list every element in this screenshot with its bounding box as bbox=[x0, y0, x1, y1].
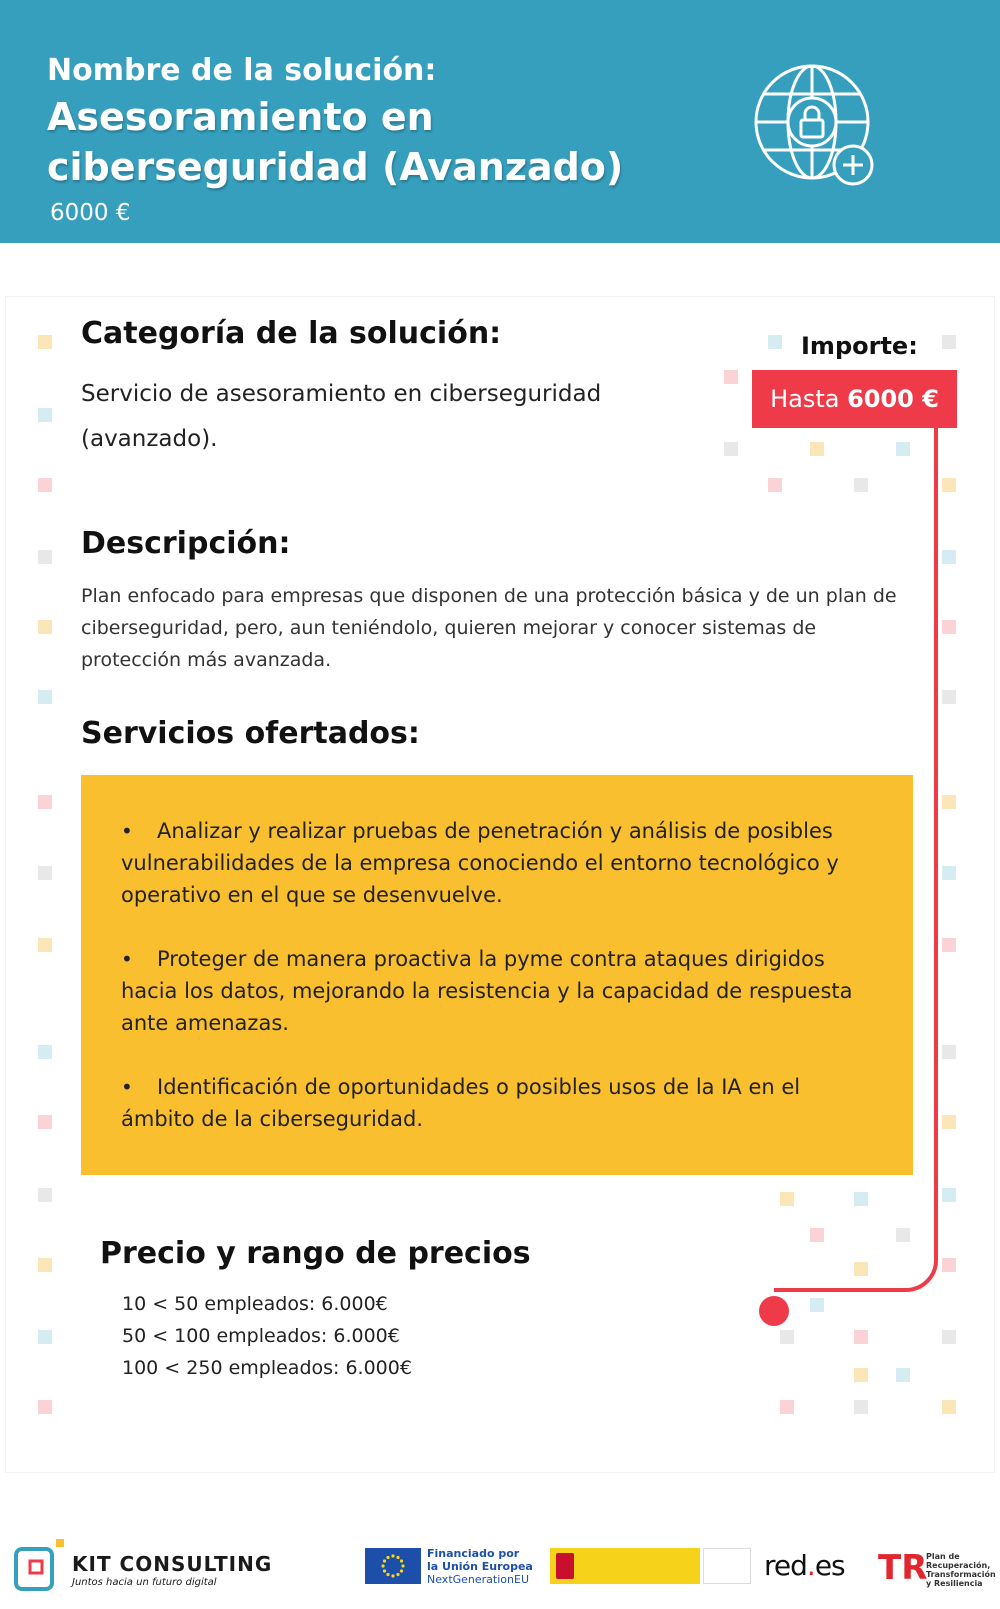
gobierno-espana-logo bbox=[550, 1548, 700, 1584]
importe-badge bbox=[752, 370, 957, 428]
service-item: • Identificación de oportunidades o posibles usos de la IA en el ámbito de la ciberseguridad. bbox=[121, 1075, 801, 1131]
prtr-logo-mark: TR bbox=[878, 1548, 928, 1588]
services-box bbox=[81, 775, 913, 1175]
red-es-logo: red.es bbox=[764, 1549, 845, 1582]
timeline-end-dot bbox=[759, 1296, 789, 1326]
decorative-square bbox=[38, 478, 52, 492]
decorative-square bbox=[38, 620, 52, 634]
solution-price: 6000 € bbox=[50, 200, 131, 226]
eu-flag-icon bbox=[365, 1548, 421, 1584]
price-row: 100 < 250 empleados: 6.000€ bbox=[122, 1357, 412, 1379]
solution-name-label: Nombre de la solución: bbox=[47, 53, 437, 88]
decorative-square bbox=[38, 1115, 52, 1129]
decorative-square bbox=[38, 335, 52, 349]
decorative-square bbox=[38, 1258, 52, 1272]
header-banner bbox=[0, 0, 1000, 243]
kit-consulting-tagline: Juntos hacia un futuro digital bbox=[72, 1577, 217, 1588]
decorative-square bbox=[38, 1400, 52, 1414]
decorative-square bbox=[38, 1188, 52, 1202]
decorative-square bbox=[768, 335, 782, 349]
decorative-square bbox=[854, 1330, 868, 1344]
decorative-square bbox=[38, 550, 52, 564]
prtr-logo-text: Plan de Recuperación, Transformación y Resiliencia bbox=[926, 1552, 996, 1588]
decorative-square bbox=[38, 408, 52, 422]
spain-shield-icon bbox=[556, 1553, 574, 1579]
globe-lock-plus-icon bbox=[752, 62, 886, 196]
price-row: 10 < 50 empleados: 6.000€ bbox=[122, 1293, 388, 1315]
price-row: 50 < 100 empleados: 6.000€ bbox=[122, 1325, 400, 1347]
importe-prefix: Hasta bbox=[770, 385, 840, 413]
services-heading: Servicios ofertados: bbox=[81, 716, 420, 751]
decorative-square bbox=[896, 1368, 910, 1382]
decorative-square bbox=[38, 1045, 52, 1059]
decorative-square bbox=[38, 795, 52, 809]
decorative-square bbox=[854, 1400, 868, 1414]
decorative-square bbox=[942, 1330, 956, 1344]
importe-label: Importe: bbox=[801, 332, 918, 360]
price-list bbox=[122, 1288, 412, 1384]
eu-funding-text: Financiado por la Unión Europea NextGenerationEU bbox=[427, 1547, 533, 1586]
category-heading: Categoría de la solución: bbox=[81, 316, 502, 351]
decorative-square bbox=[724, 370, 738, 384]
category-text: Servicio de asesoramiento en ciberseguridad (avanzado). bbox=[81, 381, 602, 452]
decorative-square bbox=[780, 1330, 794, 1344]
kit-consulting-logo-icon bbox=[12, 1535, 68, 1595]
kit-consulting-name: KIT CONSULTING bbox=[72, 1552, 273, 1576]
secretaria-logo bbox=[703, 1548, 751, 1584]
importe-amount: 6000 € bbox=[847, 385, 939, 413]
decorative-square bbox=[38, 938, 52, 952]
decorative-square bbox=[854, 1368, 868, 1382]
decorative-square bbox=[38, 690, 52, 704]
decorative-square bbox=[942, 335, 956, 349]
decorative-square bbox=[780, 1400, 794, 1414]
service-item: • Analizar y realizar pruebas de penetración y análisis de posibles vulnerabilidades de la empresa conociendo el entorno tecnológico y operativo en el que se desenvuelve. bbox=[121, 819, 839, 907]
prices-heading: Precio y rango de precios bbox=[100, 1236, 531, 1271]
description-heading: Descripción: bbox=[81, 526, 291, 561]
solution-title: Asesoramiento en ciberseguridad (Avanzado) bbox=[47, 95, 624, 189]
service-item: • Proteger de manera proactiva la pyme contra ataques dirigidos hacia los datos, mejorando la resistencia y la capacidad de respuesta ante amenazas. bbox=[121, 947, 853, 1035]
decorative-square bbox=[942, 1400, 956, 1414]
decorative-square bbox=[38, 866, 52, 880]
decorative-square bbox=[38, 1330, 52, 1344]
description-text: Plan enfocado para empresas que disponen de una protección básica y de un plan de ciberseguridad, pero, aun teniéndolo, quieren mejorar y conocer sistemas de protección más avanzada. bbox=[81, 585, 897, 671]
